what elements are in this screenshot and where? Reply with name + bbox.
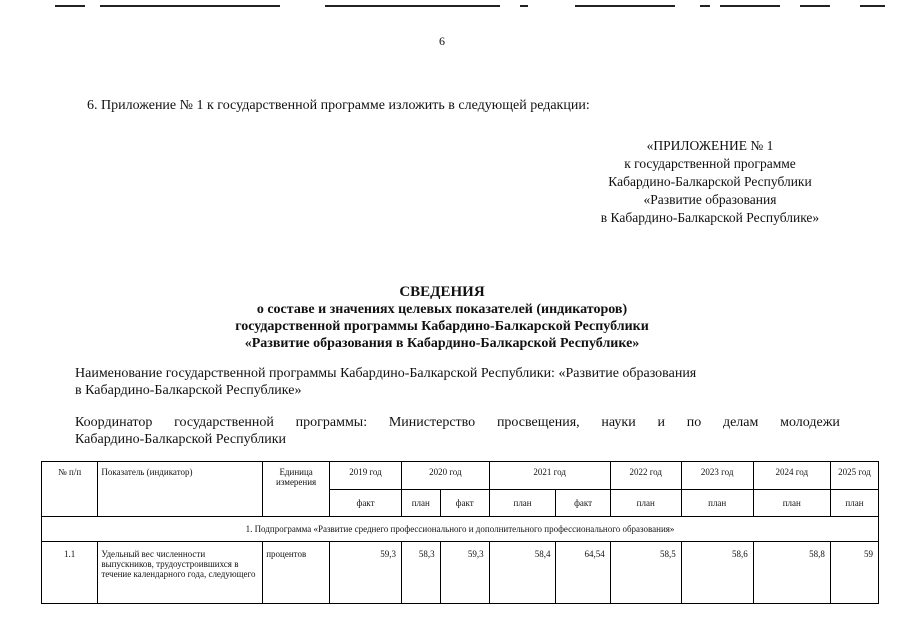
subheader-cell: факт: [556, 490, 610, 517]
subheader-cell: факт: [330, 490, 402, 517]
coordinator-word: государственной: [174, 415, 274, 430]
subheader-cell: план: [610, 490, 681, 517]
heading-title: СВЕДЕНИЯ: [399, 284, 485, 300]
scan-artifact-line: [520, 5, 528, 7]
header-year: 2025 год: [830, 462, 878, 490]
coordinator-word: Координатор: [75, 415, 153, 430]
subheader-cell: план: [489, 490, 556, 517]
row-unit: процентов: [263, 542, 330, 604]
program-name-line: Наименование государственной программы Кабардино-Балкарской Республики: «Развитие образования: [75, 366, 697, 381]
table-row: [42, 542, 879, 604]
coordinator-word: Министерство: [388, 415, 476, 430]
scan-artifact-line: [55, 5, 85, 7]
subheader-cell: план: [753, 490, 830, 517]
row-value: 58,8: [753, 542, 830, 604]
appendix-line: «ПРИЛОЖЕНИЕ № 1: [646, 138, 774, 153]
header-indicator: Показатель (индикатор): [98, 462, 263, 517]
row-value: 58,6: [681, 542, 753, 604]
appendix-line: «Развитие образования: [643, 192, 777, 207]
heading-line: о составе и значениях целевых показателей (индикаторов): [256, 302, 628, 317]
scan-artifact-line: [325, 5, 500, 7]
coordinator-word: просвещения,: [496, 415, 580, 430]
appendix-line: Кабардино-Балкарской Республики: [608, 174, 812, 189]
document-heading: [0, 284, 884, 352]
coordinator-word: и: [657, 415, 665, 430]
coordinator-line: [75, 414, 840, 431]
header-year: 2024 год: [753, 462, 830, 490]
heading-line: «Развитие образования в Кабардино-Балкарской Республике»: [244, 336, 640, 351]
coordinator-line: Кабардино-Балкарской Республики: [75, 432, 286, 447]
row-value: 64,54: [556, 542, 610, 604]
appendix-line: в Кабардино-Балкарской Республике»: [600, 210, 820, 225]
header-year: 2023 год: [681, 462, 753, 490]
appendix-block: [560, 137, 860, 227]
subprogram-row: [42, 517, 879, 542]
program-coordinator: [75, 414, 840, 448]
row-value: 58,4: [489, 542, 556, 604]
page-number: 6: [439, 34, 445, 48]
scan-artifact-line: [575, 5, 675, 7]
subheader-cell: факт: [440, 490, 489, 517]
row-num: 1.1: [42, 542, 98, 604]
row-value: 59,3: [330, 542, 402, 604]
row-indicator: Удельный вес численности выпускников, трудоустроившихся в течение календарного года, следующего: [98, 542, 263, 604]
coordinator-word: молодежи: [780, 415, 840, 430]
indicators-table: [41, 461, 879, 604]
subheader-cell: план: [681, 490, 753, 517]
scan-artifact-line: [700, 5, 710, 7]
header-year: 2022 год: [610, 462, 681, 490]
coordinator-word: по: [686, 415, 702, 430]
header-year: 2021 год: [489, 462, 610, 490]
scan-artifact-line: [100, 5, 280, 7]
header-year: 2020 год: [402, 462, 490, 490]
header-year: 2019 год: [330, 462, 402, 490]
row-value: 58,3: [402, 542, 441, 604]
program-name-line: в Кабардино-Балкарской Республике»: [75, 383, 302, 398]
program-name: [75, 365, 845, 399]
subheader-cell: план: [830, 490, 878, 517]
scan-artifact-line: [860, 5, 885, 7]
coordinator-word: программы:: [295, 415, 368, 430]
subprogram-title: 1. Подпрограмма «Развитие среднего профессионального и дополнительного профессионального образования»: [42, 517, 879, 542]
amendment-paragraph: 6. Приложение № 1 к государственной программе изложить в следующей редакции:: [87, 98, 590, 113]
coordinator-word: науки: [601, 415, 636, 430]
appendix-line: к государственной программе: [624, 156, 796, 171]
coordinator-word: делам: [722, 415, 759, 430]
row-value: 59,3: [440, 542, 489, 604]
header-num: № п/п: [42, 462, 98, 517]
subheader-cell: план: [402, 490, 441, 517]
scan-artifact-line: [800, 5, 830, 7]
header-unit: Единица измерения: [263, 462, 330, 517]
row-value: 59: [830, 542, 878, 604]
scan-artifact-line: [720, 5, 780, 7]
table-header-row: [42, 462, 879, 490]
heading-line: государственной программы Кабардино-Балкарской Республики: [235, 319, 649, 334]
row-value: 58,5: [610, 542, 681, 604]
